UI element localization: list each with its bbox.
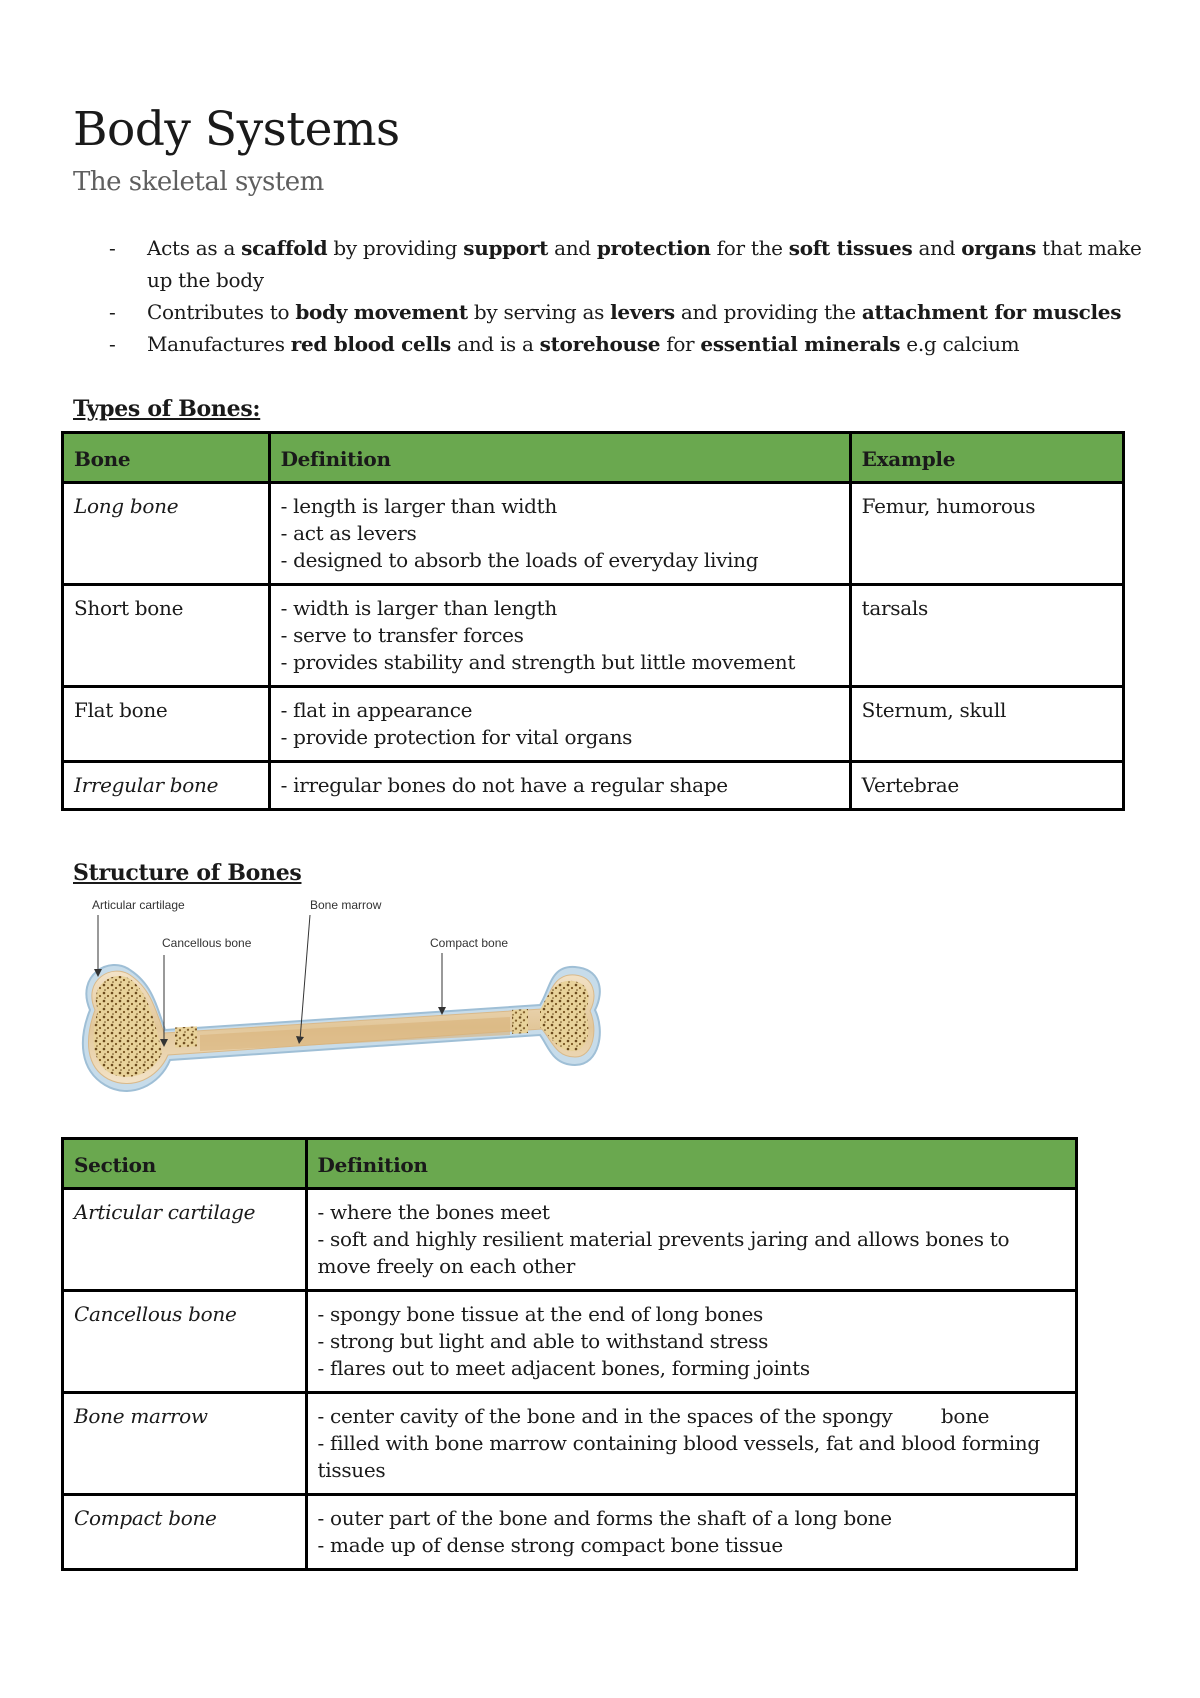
definition-line: - irregular bones do not have a regular shape (280, 773, 728, 797)
column-header-example: Example (850, 433, 1123, 483)
bullet-dash: - (109, 332, 116, 356)
bullet-item (73, 328, 1143, 360)
cancellous-bone-left (94, 976, 162, 1077)
definition-line: - made up of dense strong compact bone tissue (317, 1533, 783, 1557)
bone-name-cell: Long bone (63, 483, 270, 585)
spongy-band-right (512, 1009, 528, 1034)
table-header-row (63, 1139, 1077, 1189)
example-cell: Femur, humorous (850, 483, 1123, 585)
bullet-item (73, 296, 1143, 328)
definition-line: - provide protection for vital organs (280, 725, 633, 749)
bullet-dash: - (109, 300, 116, 324)
bullet-item (73, 232, 1143, 296)
bold-term: soft tissues (788, 236, 913, 260)
bullet-text: for the (710, 236, 789, 260)
definition-line: - act as levers (280, 521, 417, 545)
definition-line: - flat in appearance (280, 698, 473, 722)
bullet-text: by serving as (467, 300, 611, 324)
label-articular-cartilage: Articular cartilage (92, 898, 185, 912)
definition-line: - width is larger than length (280, 596, 557, 620)
definition-line: - flares out to meet adjacent bones, forming joints (317, 1356, 810, 1380)
bullet-dash: - (109, 236, 116, 260)
definition-line: - center cavity of the bone and in the spaces of the spongy bone (317, 1404, 990, 1428)
bullet-text: and (912, 236, 962, 260)
definition-line: - strong but light and able to withstand stress (317, 1329, 769, 1353)
table-row (63, 687, 1124, 762)
section-name-cell: Articular cartilage (63, 1189, 307, 1291)
bullet-text: and (548, 236, 597, 260)
bullet-text: and is a (451, 332, 540, 356)
table-row (63, 1495, 1077, 1570)
label-compact-bone: Compact bone (430, 936, 509, 950)
bold-term: attachment for muscles (861, 300, 1122, 324)
spongy-band-left (175, 1026, 197, 1047)
bold-term: scaffold (241, 236, 328, 260)
bullet-text: and providing the (674, 300, 862, 324)
definition-cell (306, 1495, 1076, 1570)
bullet-text: that make up the body (147, 236, 1142, 292)
bold-term: storehouse (539, 332, 661, 356)
definition-line: - outer part of the bone and forms the shaft of a long bone (317, 1506, 892, 1530)
definition-line: - length is larger than width (280, 494, 557, 518)
definition-cell (269, 762, 850, 810)
column-header-definition: Definition (306, 1139, 1076, 1189)
bone-name-cell: Irregular bone (63, 762, 270, 810)
definition-cell (269, 483, 850, 585)
table-row (63, 1291, 1077, 1393)
definition-line: - soft and highly resilient material prevents jaring and allows bones to move freely on each other (317, 1227, 1016, 1278)
definition-line: - serve to transfer forces (280, 623, 524, 647)
page-title: Body Systems (73, 102, 400, 157)
label-cancellous-bone: Cancellous bone (162, 936, 252, 950)
types-of-bones-table (61, 431, 1125, 811)
table-row (63, 762, 1124, 810)
bold-term: protection (596, 236, 711, 260)
section-name-cell: Compact bone (63, 1495, 307, 1570)
bold-term: support (463, 236, 549, 260)
definition-line: - filled with bone marrow containing blood vessels, fat and blood forming tissues (317, 1431, 1046, 1482)
definition-line: - provides stability and strength but little movement (280, 650, 796, 674)
column-header-definition: Definition (269, 433, 850, 483)
bullet-text: Contributes to (147, 300, 296, 324)
definition-line: - designed to absorb the loads of everyday living (280, 548, 759, 572)
definition-cell (306, 1393, 1076, 1495)
table-row (63, 1393, 1077, 1495)
bullet-text: Acts as a (147, 236, 242, 260)
structure-of-bones-heading: Structure of Bones (73, 860, 302, 886)
definition-cell (269, 687, 850, 762)
table-header-row (63, 433, 1124, 483)
section-name-cell: Cancellous bone (63, 1291, 307, 1393)
example-cell: Sternum, skull (850, 687, 1123, 762)
column-header-bone: Bone (63, 433, 270, 483)
intro-bullet-list (73, 232, 1143, 360)
definition-line: - spongy bone tissue at the end of long bones (317, 1302, 763, 1326)
bullet-text: Manufactures (147, 332, 291, 356)
bold-term: red blood cells (290, 332, 452, 356)
example-cell: Vertebrae (850, 762, 1123, 810)
definition-cell (269, 585, 850, 687)
bone-name-cell: Flat bone (63, 687, 270, 762)
page-subtitle: The skeletal system (73, 167, 324, 197)
definition-line: - where the bones meet (317, 1200, 550, 1224)
definition-cell (306, 1189, 1076, 1291)
bone-name-cell: Short bone (63, 585, 270, 687)
bold-term: body movement (295, 300, 468, 324)
column-header-section: Section (63, 1139, 307, 1189)
label-bone-marrow: Bone marrow (310, 898, 382, 912)
table-row (63, 585, 1124, 687)
bullet-text: e.g calcium (900, 332, 1020, 356)
table-row (63, 1189, 1077, 1291)
example-cell: tarsals (850, 585, 1123, 687)
structure-of-bones-table (61, 1137, 1078, 1571)
bold-term: essential minerals (700, 332, 901, 356)
definition-cell (306, 1291, 1076, 1393)
section-name-cell: Bone marrow (63, 1393, 307, 1495)
bold-term: organs (961, 236, 1037, 260)
bold-term: levers (610, 300, 675, 324)
bullet-text: by providing (327, 236, 464, 260)
types-of-bones-heading: Types of Bones: (73, 396, 261, 422)
bullet-text: for (660, 332, 701, 356)
long-bone-diagram (70, 895, 610, 1110)
table-row (63, 483, 1124, 585)
